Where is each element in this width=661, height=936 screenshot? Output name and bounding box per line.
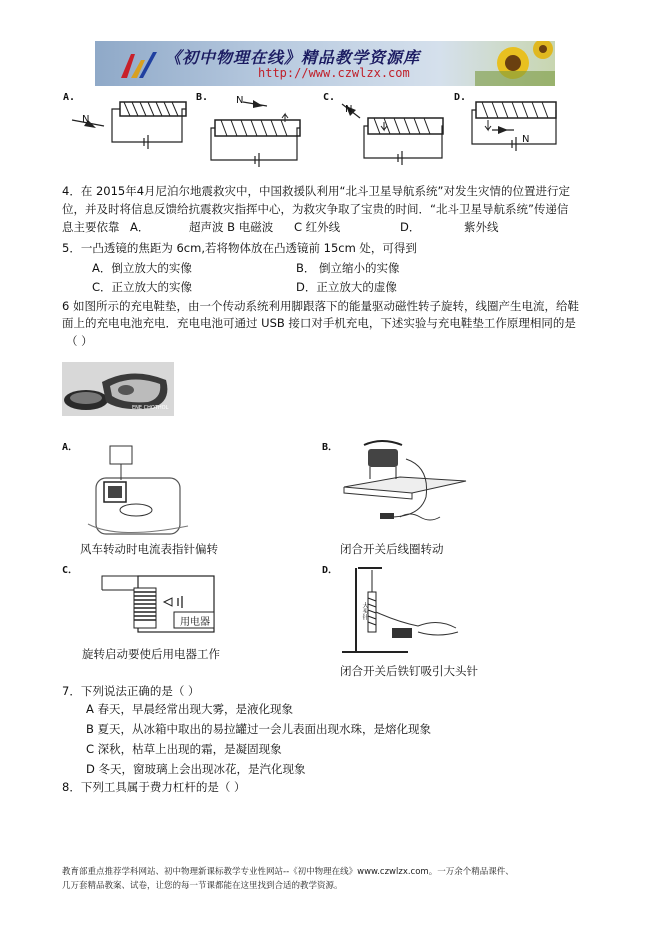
q3-option-b-label: B. [196,92,209,103]
q5-choice-a: A．倒立放大的实像 [92,261,192,275]
sunflower-image [475,41,555,86]
banner-title: 《初中物理在线》精品教学资源库 [165,48,421,67]
q5-choice-b: B． 倒立缩小的实像 [296,261,400,275]
insole-photo [62,362,174,416]
q6-option-a-label: A． [62,442,79,453]
q3-a-magnet-label: N [82,114,90,125]
q4-choice-d-text: 紫外线 [464,220,499,234]
q7-choice-a: A 春天，早晨经常出现大雾，是液化现象 [86,702,294,716]
insole-photo-tag: ENE CHOTHOL [132,405,169,411]
q3-d-magnet-label: N [522,134,530,145]
q4-text-line2: 位，并及时将信息反馈给抗震救灾指挥中心，为救灾争取了宝贵的时间．“北斗卫星导航系统”传递信 [62,202,569,216]
q7-choice-c: C 深秋，枯草上出现的霜，是凝固现象 [86,742,282,756]
q3-option-a-label: A. [63,92,76,103]
q6-option-c-caption: 旋转启动要使后用电器工作 [82,647,220,661]
footer-line2: 几万套精品教案、试卷，让您的每一节课都能在这里找到合适的教学资源。 [62,881,343,891]
q6-option-d-label: D． [322,565,339,576]
q3-figure-d [468,92,568,172]
q6-c-device-label: 用电器 [180,617,210,628]
q3-option-d-label: D. [454,92,467,103]
q3-b-magnet-label: N [236,95,244,106]
q6-option-b-label: B． [322,442,339,453]
q7-choice-b: B 夏天，从冰箱中取出的易拉罐过一会儿表面出现水珠，是熔化现象 [86,722,432,736]
q4-choice-d: D． [400,220,421,234]
q4-choice-a: A． [130,220,150,234]
q6-text-line1: 6 如图所示的充电鞋垫，由一个传动系统利用脚跟落下的能量驱动磁性转子旋转，线圈产生电流，给鞋 [62,299,579,313]
q4-text-line3: 息主要依靠 [62,220,120,234]
site-logo [117,46,165,82]
q6-option-d-caption: 闭合开关后铁钉吸引大头针 [340,664,478,678]
q5-stem: 5．一凸透镜的焦距为 6cm,若将物体放在凸透镜前 15cm 处，可得到 [62,241,417,255]
q4-choice-ab: 超声波 B 电磁波 [189,220,274,234]
q6-d-nail-label: 大头针 [361,602,368,620]
q6-option-a-caption: 风车转动时电流表指针偏转 [80,542,218,556]
q3-figure-b [205,92,315,172]
q7-choice-d: D 冬天，窗玻璃上会出现冰花，是汽化现象 [86,762,306,776]
q3-c-magnet-label: N [345,104,353,115]
q6-answer-bracket: （ ） [66,334,93,348]
footer-line1: 教育部重点推荐学科网站、初中物理新课标教学专业性网站--《初中物理在线》www.czwlzx.com。一万余个精品课件、 [62,867,514,877]
header-banner [95,41,555,86]
q4-text-line1: 4．在 2015年4月尼泊尔地震救灾中，中国救援队利用“北斗卫星导航系统”对发生灾情的位置进行定 [62,184,570,198]
q6-figure-a-windmill [78,440,198,540]
q6-option-b-caption: 闭合开关后线圈转动 [340,542,444,556]
q6-option-c-label: C． [62,565,79,576]
q5-choice-c: C．正立放大的实像 [92,280,193,294]
q7-stem: 7．下列说法正确的是（ ） [62,684,200,698]
banner-url: http://www.czwlzx.com [258,66,410,80]
q6-text-line2: 面上的充电电池充电．充电电池可通过 USB 接口对手机充电，下述实验与充电鞋垫工作原理相同的是 [62,316,576,330]
q4-choice-c: C 红外线 [294,220,341,234]
q5-choice-d: D．正立放大的虚像 [296,280,397,294]
q8-stem: 8．下列工具属于费力杠杆的是（ ） [62,780,246,794]
q3-option-c-label: C. [323,92,336,103]
q3-figure-c [338,92,448,172]
q6-figure-b-coil [340,437,470,527]
